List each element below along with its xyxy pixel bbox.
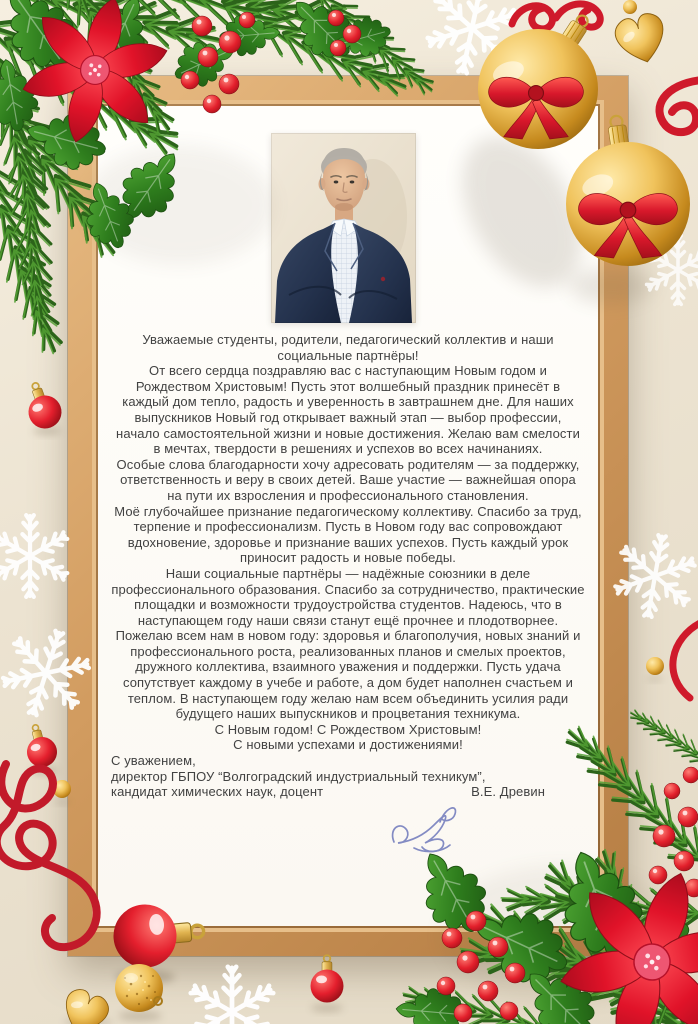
red-ornament-ball-icon [311, 955, 344, 1002]
paragraph-wishes: Пожелаю всем нам в новом году: здоровья и благополучия, новых знаний и профессионального роста, реализованных планов и смелых проектов, дружного коллектива, взаимного уважения и поддержки. Пусть удача сопутствует каждому в учебе и работе, а дом будет наполнен счастьем и теплом. В наступающем году желаю нам всем объединить усилия ради будущего наших выпускников и процветания техникума. [115, 628, 581, 722]
signoff-position: директор ГБПОУ “Волгоградский индустриальный техникум”, [111, 768, 486, 784]
paragraph-teachers: Моё глубочайшее признание педагогическому коллективу. Спасибо за труд, терпение и профессионализм. Пусть в Новом году вас сопровождают вдохновение, здоровье и признание ваших успехов. Пусть каждый урок приносит радость и новые победы. [114, 503, 582, 566]
salutation: Уважаемые студенты, родители, педагогический коллектив и наши социальные партнёры! [142, 332, 554, 363]
paragraph-partners: Наши социальные партнёры — надёжные союзники в деле профессионального образования. Спасибо за сотрудничество, практические площадки и возможности трудоустройства студентов. Надеюсь, что в наступающем году наши связи станут ещё прочнее и плодотворнее. [111, 565, 585, 628]
wooden-frame [68, 76, 628, 956]
director-portrait-image [271, 133, 416, 323]
signoff-respect: С уважением, [111, 753, 196, 769]
gold-bead-icon [623, 0, 637, 14]
gold-heart-icon [612, 10, 671, 68]
handwritten-signature [384, 798, 474, 860]
director-photo [271, 133, 416, 323]
letter-text [111, 332, 585, 800]
director-name: В.Е. Древин [471, 784, 545, 800]
signature-row [111, 784, 585, 800]
signoff-block [111, 753, 585, 800]
signoff-degree: кандидат химических наук, доцент [111, 784, 324, 800]
red-ornament-ball-icon [19, 377, 66, 433]
paragraph-parents: Особые слова благодарности хочу адресовать родителям — за поддержку, ответственность и веру в своих детей. Ваше участие — важнейшая опора на пути их взросления и профессионального становления. [116, 456, 580, 503]
greeting-line: С Новым годом! С Рождеством Христовым! [214, 721, 482, 737]
gold-bead-icon [646, 657, 664, 675]
gold-glitter-ball-icon [115, 964, 163, 1012]
greeting-line: С новыми успехами и достижениями! [233, 737, 463, 753]
gold-heart-icon [57, 985, 113, 1024]
paragraph-greeting: От всего сердца поздравляю вас с наступающим Новым годом и Рождеством Христовым! Пусть этот волшебный праздник принесёт в каждый дом тепло, радость и уверенность в завтрашнем дне. Для наших выпускников Новый год открывает важный этап — выбор профессии, начало самостоятельной жизни и новые достижения. Желаю вам смелости в мечтах, твердости в решениях и успехов во всех начинаниях. [116, 363, 580, 457]
red-ornament-ball-icon [20, 721, 60, 770]
letter-paper [98, 106, 598, 926]
